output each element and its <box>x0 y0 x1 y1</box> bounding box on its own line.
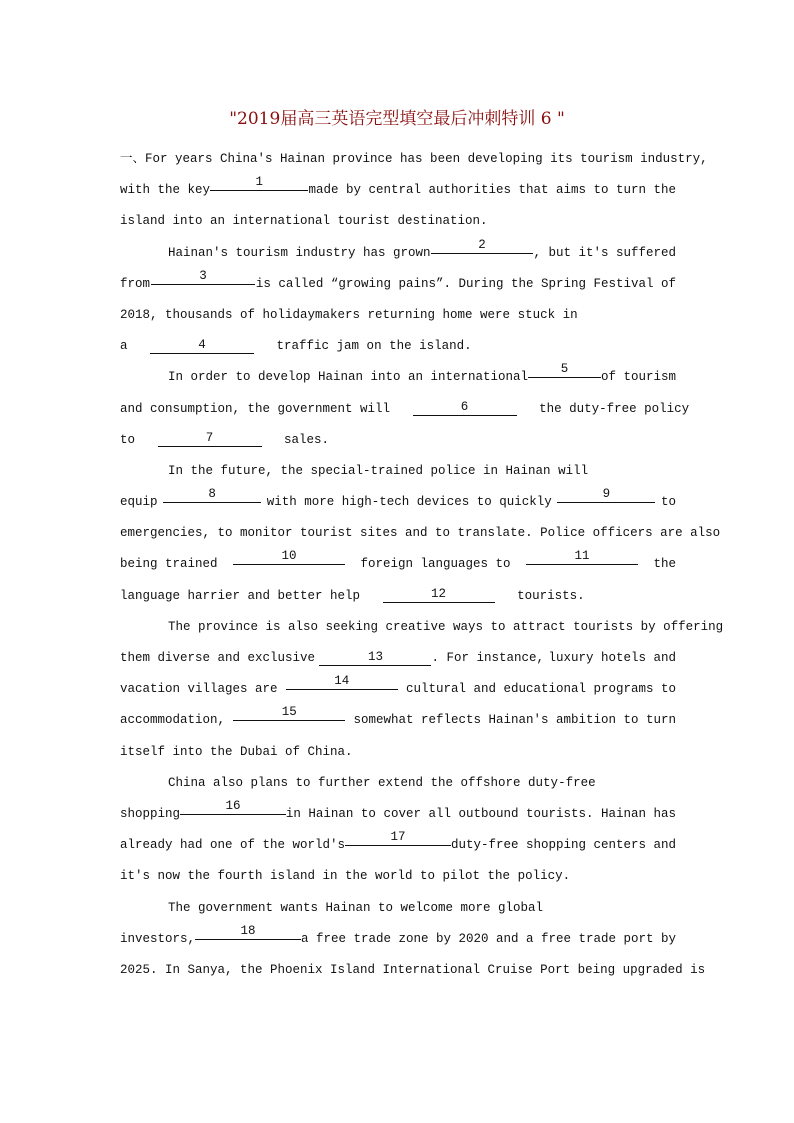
text-run: itself into the Dubai of China. <box>120 744 353 759</box>
text-run: traffic jam on the island. <box>276 339 472 354</box>
text-run: is called “growing pains”. During the Spring Festival of <box>255 276 676 291</box>
text-run: language harrier and better help <box>120 588 361 603</box>
blank-12[interactable]: 12 <box>383 587 495 603</box>
text-run: 2025. In Sanya, the Phoenix Island International Cruise Port being upgraded is <box>120 962 706 977</box>
text-run: a <box>120 339 128 354</box>
text-run: somewhat reflects Hainan's ambition to turn <box>353 713 676 728</box>
passage-line <box>120 175 676 206</box>
text-run: accommodation, <box>120 713 226 728</box>
blank-9[interactable]: 9 <box>557 487 655 503</box>
blank-14[interactable]: 14 <box>286 674 398 690</box>
text-run: foreign languages to <box>360 557 511 572</box>
text-run: with more high-tech devices to quickly <box>266 495 552 510</box>
document-title: "2019届高三英语完型填空最后冲刺特训 6 " <box>229 109 565 129</box>
text-run: 2018, thousands of holidaymakers returning home were stuck in <box>120 307 578 322</box>
blank-3[interactable]: 3 <box>151 269 255 285</box>
passage-line <box>120 924 676 955</box>
text-run: equip <box>120 495 158 510</box>
passage-line <box>120 269 676 300</box>
text-run: cultural and educational programs to <box>405 682 676 697</box>
text-run: them diverse and exclusive <box>120 651 316 665</box>
passage-line <box>120 300 676 331</box>
text-run: made by central authorities that aims to turn the <box>308 183 676 198</box>
text-run: with the key <box>120 183 211 198</box>
text-run: investors, <box>120 931 196 946</box>
blank-18[interactable]: 18 <box>195 924 301 940</box>
text-run: to <box>660 495 676 510</box>
blank-6[interactable]: 6 <box>413 400 517 416</box>
passage <box>120 144 724 986</box>
passage-line <box>120 394 690 425</box>
passage-line <box>120 144 708 175</box>
blank-4[interactable]: 4 <box>150 338 254 354</box>
passage-line <box>120 456 676 487</box>
text-run: For years China's Hainan province has been developing its tourism industry, <box>145 152 708 166</box>
text-run: of tourism <box>600 370 676 385</box>
text-run: Hainan's tourism industry has grown <box>168 245 431 260</box>
passage-line <box>120 487 676 518</box>
passage-line <box>120 830 676 861</box>
section-marker: 一、 <box>120 152 146 166</box>
passage-line <box>120 518 721 549</box>
passage-line <box>120 612 724 643</box>
text-run: vacation villages are <box>120 682 278 697</box>
passage-line <box>120 206 676 237</box>
passage-line <box>120 425 676 456</box>
passage-line <box>120 362 676 393</box>
blank-15[interactable]: 15 <box>233 705 345 721</box>
passage-line <box>120 643 676 674</box>
text-run: from <box>120 276 151 291</box>
passage-line <box>120 799 676 830</box>
passage-line <box>120 549 676 580</box>
text-run: the <box>653 557 676 572</box>
passage-line <box>120 705 676 736</box>
text-run: In order to develop Hainan into an international <box>168 370 529 385</box>
text-run: tourists. <box>517 588 585 603</box>
passage-line <box>120 768 676 799</box>
text-run: shopping <box>120 806 181 821</box>
text-run: The government wants Hainan to welcome more global <box>168 900 544 915</box>
text-run: a free trade zone by 2020 and a free trade port by <box>300 931 676 946</box>
text-run: The province is also seeking creative ways to attract tourists by offering <box>168 619 724 634</box>
text-run: . For instance, <box>431 651 545 665</box>
passage-line <box>120 238 676 269</box>
text-run: sales. <box>284 432 330 447</box>
blank-16[interactable]: 16 <box>180 799 286 815</box>
blank-7[interactable]: 7 <box>158 431 262 447</box>
text-run: in Hainan to cover all outbound tourists. Hainan has <box>285 806 676 821</box>
text-run: island into an international tourist destination. <box>120 214 488 229</box>
passage-line <box>120 955 706 986</box>
blank-17[interactable]: 17 <box>345 830 451 846</box>
blank-1[interactable]: 1 <box>210 175 308 191</box>
blank-5[interactable]: 5 <box>528 362 601 378</box>
text-run: China also plans to further extend the offshore duty-free <box>168 775 596 790</box>
passage-line <box>120 737 676 768</box>
blank-13[interactable]: 13 <box>319 650 431 666</box>
text-run: and consumption, the government will <box>120 401 391 416</box>
passage-line <box>120 674 676 705</box>
text-run: , but it's suffered <box>533 245 676 260</box>
text-run: to <box>120 432 136 447</box>
text-run: emergencies, to monitor tourist sites and to translate. Police officers are also <box>120 526 721 541</box>
text-run: duty-free shopping centers and <box>450 838 676 853</box>
blank-11[interactable]: 11 <box>526 549 638 565</box>
passage-line <box>120 893 676 924</box>
passage-line <box>120 861 676 892</box>
blank-8[interactable]: 8 <box>163 487 261 503</box>
text-run: luxury hotels and <box>548 651 676 665</box>
text-run: being trained <box>120 557 218 572</box>
text-run: the duty-free policy <box>539 401 690 416</box>
blank-10[interactable]: 10 <box>233 549 345 565</box>
text-run: In the future, the special-trained police in Hainan will <box>168 463 589 478</box>
text-run: already had one of the world's <box>120 838 346 853</box>
text-run: it's now the fourth island in the world to pilot the policy. <box>120 869 571 884</box>
passage-line <box>120 331 676 362</box>
blank-2[interactable]: 2 <box>431 238 534 254</box>
passage-line <box>120 581 676 612</box>
